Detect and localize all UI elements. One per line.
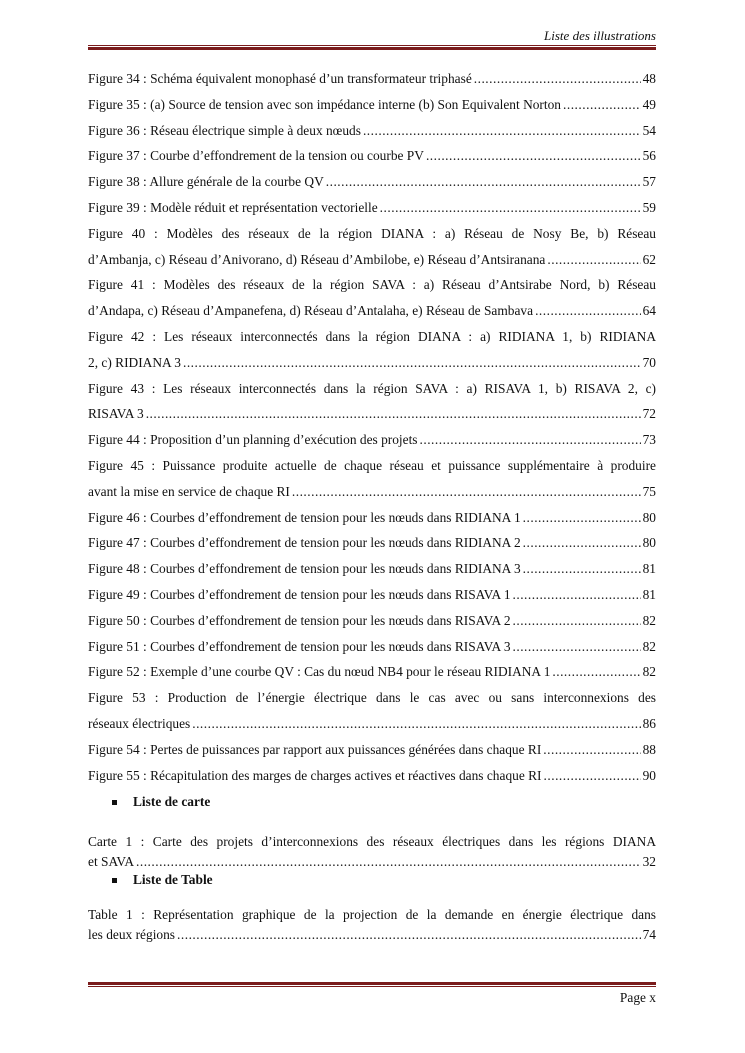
dot-leader [563, 92, 641, 118]
figure-entry-line [88, 737, 656, 763]
header-rule [88, 45, 656, 50]
figure-entry[interactable] [88, 324, 656, 376]
figure-entry-line [88, 195, 656, 221]
dot-leader [513, 634, 641, 660]
figure-entry[interactable] [88, 92, 656, 118]
figure-entry-line [88, 401, 656, 427]
dot-leader [420, 427, 641, 453]
figure-entry-page: 62 [642, 251, 656, 267]
dot-leader [146, 401, 641, 427]
figure-entry-text: Figure 35 : (a) Source de tension avec son impédance interne (b) Son Equivalent Norton [88, 96, 562, 112]
section-heading-carte [112, 794, 210, 810]
figure-entry-line [88, 350, 656, 376]
figure-entry-line [88, 298, 656, 324]
figure-entry[interactable] [88, 763, 656, 789]
dot-leader [523, 556, 641, 582]
figure-entry-page: 72 [642, 406, 656, 422]
figure-entry-page: 90 [642, 767, 656, 783]
dot-leader [547, 247, 640, 273]
figure-entry-line [88, 556, 656, 582]
figure-entry-page: 57 [642, 174, 656, 190]
figure-entry-line [88, 505, 656, 531]
figure-entry[interactable] [88, 376, 656, 428]
figure-entry-line [88, 427, 656, 453]
figure-entry-page: 48 [642, 71, 656, 86]
dot-leader [474, 66, 641, 92]
figure-list [88, 66, 656, 788]
figure-entry-text: réseaux électriques [88, 715, 191, 731]
figure-entry-line [88, 92, 656, 118]
figure-entry-line [88, 530, 656, 556]
figure-entry-line [88, 608, 656, 634]
figure-entry-page: 81 [642, 586, 656, 602]
table-entry-line-1: Table 1 : Représentation graphique de la projection de la demande en énergie électrique dans [88, 907, 656, 922]
dot-leader [380, 195, 641, 221]
figure-entry-line [88, 247, 656, 273]
figure-entry-line [88, 118, 656, 144]
figure-entry-line [88, 634, 656, 660]
running-header: Liste des illustrations [544, 28, 656, 43]
figure-entry-line: Figure 43 : Les réseaux interconnectés dans la région SAVA : a) RISAVA 1, b) RISAVA 2, c) [88, 380, 656, 396]
figure-entry-line: Figure 53 : Production de l’énergie électrique dans le cas avec ou sans interconnexions des [88, 690, 656, 706]
figure-entry-page: 75 [642, 483, 656, 499]
figure-entry[interactable] [88, 195, 656, 221]
figure-entry-text: Figure 36 : Réseau électrique simple à deux nœuds [88, 122, 361, 138]
figure-entry-page: 86 [642, 715, 656, 731]
dot-leader [426, 143, 641, 169]
figure-entry-page: 80 [642, 509, 656, 525]
dot-leader [523, 505, 641, 531]
figure-entry-text: 2, c) RIDIANA 3 [88, 354, 181, 370]
figure-entry-text: Figure 52 : Exemple d’une courbe QV : Cas du nœud NB4 pour le réseau RIDIANA 1 [88, 664, 551, 680]
square-bullet-icon [112, 878, 117, 883]
figure-entry[interactable] [88, 659, 656, 685]
figure-entry-text: Figure 39 : Modèle réduit et représentation vectorielle [88, 199, 378, 215]
figure-entry-page: 56 [642, 148, 656, 164]
footer-rule [88, 982, 656, 987]
figure-entry-text: Figure 34 : Schéma équivalent monophasé d’un transformateur triphasé [88, 71, 472, 86]
figure-entry-line: Figure 40 : Modèles des réseaux de la région DIANA : a) Réseau de Nosy Be, b) Réseau [88, 225, 656, 241]
figure-entry-text: Figure 48 : Courbes d’effondrement de tension pour les nœuds dans RIDIANA 3 [88, 561, 521, 577]
figure-entry-line [88, 479, 656, 505]
figure-entry-text: Figure 44 : Proposition d’un planning d’exécution des projets [88, 432, 418, 448]
figure-entry-text: Figure 55 : Récapitulation des marges de charges actives et réactives dans chaque RI [88, 767, 542, 783]
section-heading-table [112, 872, 213, 888]
figure-entry-line [88, 169, 656, 195]
figure-entry-page: 82 [642, 638, 656, 654]
carte-entry-line-2 [88, 852, 656, 872]
figure-entry-page: 59 [642, 199, 656, 215]
dot-leader [326, 169, 641, 195]
figure-entry-line: Figure 42 : Les réseaux interconnectés dans la région DIANA : a) RIDIANA 1, b) RIDIANA [88, 328, 656, 344]
figure-entry[interactable] [88, 685, 656, 737]
table-entry-line-2 [88, 925, 656, 945]
figure-entry-text: Figure 38 : Allure générale de la courbe QV [88, 174, 324, 190]
figure-entry-text: RISAVA 3 [88, 406, 144, 422]
figure-entry[interactable] [88, 118, 656, 144]
dot-leader [292, 479, 641, 505]
figure-entry-line: Figure 41 : Modèles des réseaux de la région SAVA : a) Réseau d’Antsirabe Nord, b) Réseau [88, 277, 656, 293]
carte-entry[interactable] [88, 832, 656, 872]
figure-entry[interactable] [88, 530, 656, 556]
figure-entry-page: 80 [642, 535, 656, 551]
dot-leader [183, 350, 641, 376]
section-heading-table-label: Liste de Table [133, 872, 213, 887]
dot-leader [523, 530, 641, 556]
figure-entry-line [88, 66, 656, 92]
figure-entry[interactable] [88, 556, 656, 582]
figure-entry-text: d’Ambanja, c) Réseau d’Anivorano, d) Réseau d’Ambilobe, e) Réseau d’Antsiranana [88, 251, 546, 267]
dot-leader [177, 925, 641, 945]
figure-entry[interactable] [88, 143, 656, 169]
figure-entry-text: avant la mise en service de chaque RI [88, 483, 290, 499]
figure-entry-line [88, 711, 656, 737]
figure-entry-line [88, 659, 656, 685]
figure-entry-line [88, 763, 656, 789]
figure-entry-text: Figure 37 : Courbe d’effondrement de la tension ou courbe PV [88, 148, 424, 164]
dot-leader [363, 118, 641, 144]
figure-entry-text: Figure 46 : Courbes d’effondrement de tension pour les nœuds dans RIDIANA 1 [88, 509, 521, 525]
figure-entry-line [88, 582, 656, 608]
figure-entry[interactable] [88, 427, 656, 453]
figure-entry[interactable] [88, 608, 656, 634]
figure-entry[interactable] [88, 582, 656, 608]
figure-entry-page: 70 [642, 354, 656, 370]
figure-entry[interactable] [88, 634, 656, 660]
dot-leader [544, 763, 641, 789]
dot-leader [192, 711, 640, 737]
figure-entry[interactable] [88, 737, 656, 763]
section-heading-carte-label: Liste de carte [133, 794, 211, 809]
figure-entry-text: Figure 51 : Courbes d’effondrement de tension pour les nœuds dans RISAVA 3 [88, 638, 511, 654]
dot-leader [535, 298, 641, 324]
figure-entry[interactable] [88, 272, 656, 324]
figure-entry-page: 81 [642, 561, 656, 577]
figure-entry[interactable] [88, 66, 656, 92]
table-entry-text: les deux régions [88, 927, 176, 942]
carte-entry-page: 32 [642, 854, 656, 869]
figure-entry[interactable] [88, 169, 656, 195]
dot-leader [513, 608, 641, 634]
square-bullet-icon [112, 800, 117, 805]
figure-entry-line [88, 143, 656, 169]
figure-entry-page: 73 [642, 432, 656, 448]
carte-entry-text: et SAVA [88, 854, 135, 869]
carte-entry-line-1: Carte 1 : Carte des projets d’interconnexions des réseaux électriques dans les régions DIANA [88, 834, 656, 849]
figure-entry-text: d’Andapa, c) Réseau d’Ampanefena, d) Réseau d’Antalaha, e) Réseau de Sambava [88, 303, 534, 319]
figure-entry-page: 54 [642, 122, 656, 138]
table-entry-page: 74 [642, 927, 656, 942]
page-number: Page x [619, 990, 656, 1005]
figure-entry-page: 88 [642, 741, 656, 757]
figure-entry[interactable] [88, 453, 656, 505]
dot-leader [552, 659, 640, 685]
figure-entry[interactable] [88, 221, 656, 273]
figure-entry-page: 82 [642, 664, 656, 680]
table-entry[interactable] [88, 905, 656, 945]
dot-leader [136, 852, 641, 872]
dot-leader [543, 737, 640, 763]
dot-leader [513, 582, 641, 608]
figure-entry-line: Figure 45 : Puissance produite actuelle de chaque réseau et puissance supplémentaire à produire [88, 457, 656, 473]
figure-entry-page: 82 [642, 612, 656, 628]
figure-entry-page: 49 [642, 96, 656, 112]
figure-entry-text: Figure 54 : Pertes de puissances par rapport aux puissances générées dans chaque RI [88, 741, 542, 757]
figure-entry-page: 64 [642, 303, 656, 319]
figure-entry[interactable] [88, 505, 656, 531]
figure-entry-text: Figure 47 : Courbes d’effondrement de tension pour les nœuds dans RIDIANA 2 [88, 535, 521, 551]
figure-entry-text: Figure 50 : Courbes d’effondrement de tension pour les nœuds dans RISAVA 2 [88, 612, 511, 628]
figure-entry-text: Figure 49 : Courbes d’effondrement de tension pour les nœuds dans RISAVA 1 [88, 586, 511, 602]
